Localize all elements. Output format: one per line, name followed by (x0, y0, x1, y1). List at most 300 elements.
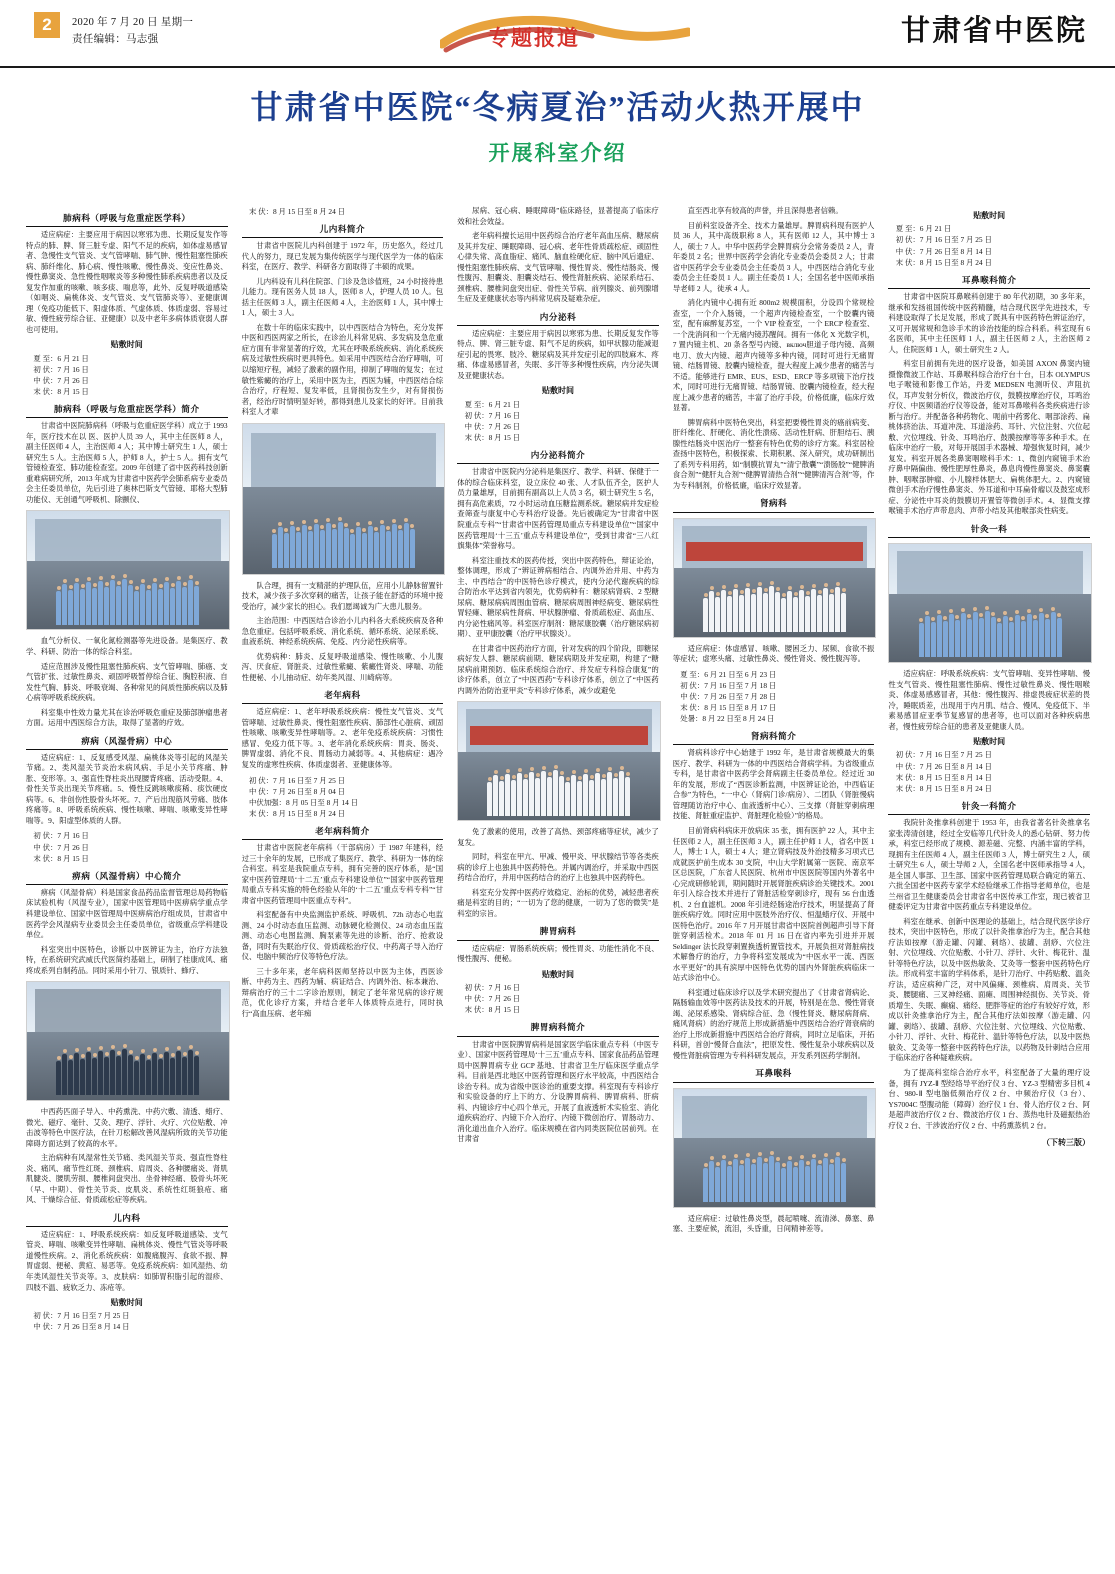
column-3 (457, 206, 659, 1556)
photo-person (164, 582, 169, 625)
article-columns (26, 206, 1090, 1556)
photo-person (86, 1052, 91, 1095)
photo-person (1057, 618, 1062, 657)
photo-person (116, 586, 121, 625)
body-paragraph: 适应病症：胃肠系统疾病；慢性胃炎、功能性消化不良、慢性腹泻、便秘。 (457, 943, 659, 964)
photo-person (92, 588, 97, 625)
photo-person (961, 613, 966, 657)
photo-person (158, 1059, 163, 1095)
photo-person (104, 587, 109, 625)
photo-person (709, 591, 714, 632)
body-paragraph: 中西药匹面子导入、中药熏洗、中药穴敷、清透、蜡疗、微光、磁疗、毫针、艾灸、理疗、浮针、火疗、穴位贴敷、冲击波等特色中医疗法，在针刀松解改善风湿病所致的关节功能障碍方面达到了较高的水平。 (26, 1107, 228, 1148)
continuation-note: （下转三版） (1042, 1138, 1090, 1148)
photo-person (392, 524, 397, 568)
photo-person (86, 582, 91, 625)
page-subtitle: 开展科室介绍 (488, 141, 627, 165)
photo-person (559, 776, 564, 816)
schedule-line: 中 伏：7 月 26 日 (464, 422, 521, 431)
section-heading: 脾胃病科 (457, 925, 659, 940)
photo-person (350, 534, 355, 568)
photo-person (739, 1165, 744, 1202)
schedule-line: 末 伏：8 月 15 日至 8 月 24 日 (248, 808, 346, 818)
photo-person (182, 1057, 187, 1095)
photo-person (122, 579, 127, 625)
body-paragraph: 甘肃省中医院肺病科（呼吸与危重症医学科）成立于 1993 年，医疗技术在以 医、医护人员 39 人，其中主任医师 8 人，副主任医师 4 人，主治医师 4 人；其中博士研究生 1 人，硕士研究生 5 人。主治医师 5 人，护师 8 人，护士 5 人。拥有支气管镜检查室、肺功能检查室。2009 年创建了省中医药科技创新重难病研究所，2013 年成为甘肃省中医药学会肺系病专业委员会主任委员单位，先后引进了奥林巴斯支气管镜、耶格大型肺功能仪、无创通气呼吸机、除颤仪、 (26, 421, 228, 504)
photo-person (380, 525, 385, 568)
column-1 (26, 206, 228, 1556)
photo-person (80, 1059, 85, 1095)
schedule-line: 初 伏：7 月 16 日至 7 月 25 日 (895, 235, 992, 245)
body-paragraph: 科室突出中医特色，诊断以中医辨证为主，治疗方法独特，在系统研究武威氏代医简约基础上，研制了桂康成风、痛疼成系列自制药品。同时采用小针刀、银质针、蜂疗、 (26, 944, 228, 975)
body-paragraph: 适应病症：主要应用于病因以寒邪为患、长期反复发作等特点、脾、肾三脏专虚、阳气不足的疾病，如甲状腺功能减退症引起的畏寒、肢冷、糖尿病及其并发症引起的四肢麻木、疼痛、体虚易感冒者，失眠、多汗等多种慢性疾病，内分泌失调及亚健康状态。 (457, 328, 659, 380)
photo-person (164, 1052, 169, 1095)
photo-person (805, 1166, 810, 1202)
photo-person (332, 529, 337, 568)
photo-person (997, 623, 1002, 657)
schedule-list (26, 1310, 228, 1332)
photo-person (338, 522, 343, 568)
photo-person (817, 1165, 822, 1202)
photo-person (745, 1158, 750, 1202)
schedule-line: 中 伏：7 月 26 日 (33, 842, 89, 852)
section-heading: 肾病科简介 (673, 730, 875, 745)
photo-person (799, 590, 804, 632)
column-4 (673, 206, 875, 1556)
body-paragraph: 适应病症：1、反复感受风湿、扁桃体炎等引起的风湿关节痛。2、类风湿关节炎治未病风病、手足小关节疼痛、肿胀、变形等。3、强直性脊柱炎出现腰背疼痛、活动受限。4、骨性关节炎出现关节疼痛。5、慢性反跳咳嗽痰稀、痰饮硬皮病等。6、非创伤性股骨头坏死。7、产后出现筋风劳痛、肢体疼痛等。8、呼吸系统疾病、慢性咳嗽、哮喘、咳嗽变异性哮喘等。9、阳虚型体质的人群。 (26, 752, 228, 825)
section-heading: 肺病科（呼吸与危重症医学科） (26, 212, 228, 227)
photo-person (134, 591, 139, 625)
photo-person (799, 1160, 804, 1202)
body-paragraph: 三十多年来，老年病科医师坚持以中医为主体，西医诊断、中药为主、西药为辅、病证结合、内调外治、标本兼治、辩病治疗的三十二字诊治原则，制定了老年常见病的诊疗规范，优化诊疗方案，并结合老年人体质特点进行，同时执行“高血压病、老年痴 (241, 966, 444, 1018)
photo-people-row (27, 552, 229, 625)
section-heading: 针灸一科 (888, 523, 1090, 538)
photo-person (727, 1166, 732, 1202)
photo-person (811, 1159, 816, 1202)
photo-person (835, 1157, 840, 1202)
article-photo (457, 701, 661, 821)
section-banner-text: 专题报道 (488, 26, 580, 50)
section-heading: 儿内科 (26, 1212, 228, 1227)
photo-person (841, 1163, 846, 1202)
photo-person (98, 581, 103, 625)
body-paragraph: 适应病症：体虚感冒、咳嗽、腰困乏力、尿频、食欲不振等症状；虚寒头痛、过敏性鼻炎、慢性肾炎、慢性腹泻等。 (672, 643, 875, 664)
photo-person (547, 777, 552, 816)
body-paragraph: 甘肃省中医院脾胃病科是国家医学临床重点专科（中医专业）、国家中医药管理局‘十三五’重点专科、国家食品药品管理局中医脾胃病专业 GCP 基地、甘肃省卫生厅临床医学重点学科。目前是西北地区中医药管理和医疗水平较高，中西医结合诊治专科。成为省级中医诊治的重要支撑。科室现有专科诊疗和实验设备的疗上下的方、分设脾胃病科、脾胃病科、肝病科、内镜诊疗中心四个单元，开展了血液透析术实验室、消化道疾病治疗、内镜下介入治疗、内镜下微创治疗、胃肠动力、消化道出血介入治疗。临床规模在省内同类医院位居前列。在甘肃省 (457, 1039, 659, 1144)
schedule-heading: 贴敷时间 (110, 1298, 143, 1308)
article-photo (242, 423, 446, 575)
schedule-line: 中伏加强：8 月 05 日至 8 月 14 日 (248, 797, 358, 807)
column-5 (888, 206, 1090, 1556)
schedule-line: 初 伏：7 月 16 日至 7 月 25 日 (33, 1311, 130, 1321)
photo-person (541, 771, 546, 816)
photo-person (829, 1164, 834, 1202)
photo-person (811, 589, 816, 632)
photo-person (493, 775, 498, 816)
schedule-line: 夏 至：6 月 21 日 (33, 353, 89, 363)
body-paragraph: 在甘肃省中医药治疗方面，针对发病的四个阶段，即糖尿病好发人群、糖尿病前期、糖尿病期及并发症期，构建了“糖尿病前期预防、临床系统综合治疗、并发症专科综合康复”的诊疗体系，创立了“中医西药”专科诊疗体系，创立了“中医药内调外治防治亚甲炎”专科诊疗体系，减少或避免 (457, 643, 659, 695)
photo-person (949, 614, 954, 657)
photo-person (727, 596, 732, 632)
photo-person (74, 583, 79, 625)
photo-person (278, 527, 283, 568)
section-heading: 儿内科简介 (242, 223, 444, 238)
section-heading: 痹病（风湿骨病）中心 (26, 735, 228, 750)
photo-people-row (674, 559, 876, 632)
photo-person (715, 597, 720, 632)
photo-person (763, 1163, 768, 1202)
photo-person (194, 586, 199, 625)
photo-person (931, 622, 936, 657)
schedule-line: 初 伏：7 月 16 日 (33, 831, 89, 841)
schedule-list (888, 749, 1090, 793)
photo-person (751, 594, 756, 632)
photo-person (362, 533, 367, 568)
body-paragraph: 消化内镜中心拥有近 800m2 规模面积，分设四个常规检查室，一个介入肠镜，一个超声内镜检查室，一个胶囊内镜室，配有麻醉复苏室，一个 VIP 检查室，一个 ERCP 检查室、一个洗消间和一个无痛内镜苏醒间。拥有一体化 X 光数字机，7 置内镜主机、20 条各型号内镜、включ胆道子母内镜、高频电刀、放大内镜、超声内镜等多种内镜，同时可进行无痛胃镜、结肠胃镜、胶囊内镜检查，提大程度上减少患者的痛苦与不适。能够进行 EMR、EUS、ESD、ERCP 等多项镜下治疗技术，同时可进行无痛胃镜、结肠胃镜、胶囊内镜检查，经大程度上减少患者的痛苦，丰富了治疗手段，价格低廉，临床疗效显著。 (672, 298, 875, 413)
photo-people-row (889, 584, 1091, 657)
photo-person (134, 1061, 139, 1095)
photo-person (410, 529, 415, 568)
photo-person (140, 584, 145, 625)
body-paragraph: 主治范围：中西医结合诊治小儿内科各大系统疾病及各种急危重症。包括呼吸系统、消化系统、循环系统、泌尿系统、血液系统、神经系统疾病、免疫、内分泌性疾病等。 (241, 616, 444, 647)
schedule-heading: 贴敷时间 (110, 340, 143, 350)
photo-people-row (458, 742, 660, 815)
photo-person (733, 589, 738, 632)
section-heading: 肾病科 (673, 497, 875, 512)
photo-person (763, 593, 768, 632)
schedule-list (673, 669, 875, 725)
schedule-list (26, 830, 228, 863)
photo-person (721, 590, 726, 632)
photo-person (290, 526, 295, 568)
body-paragraph: 直至西北享有较高的声誉，并且深得患者信赖。 (687, 206, 843, 215)
schedule-line: 初 伏：7 月 16 日至 7 月 18 日 (680, 680, 777, 690)
page-number: 2 (34, 12, 60, 38)
photo-person (152, 1053, 157, 1095)
body-paragraph: 主治病种有风湿常性关节痛、类风湿关节炎、强直性脊柱炎、痛风、痛节性红斑、颈椎病、肩周炎、各种腰痛炎、肾肌肌腱炎、腰肌劳损、腰椎间盘突出、坐骨神经痛、股骨头坏死（早、中期）、骨性关节炎、皮肌炎、系统性红斑狼疮、痛风、干燥综合征、骨质疏松症等疾病。 (26, 1153, 228, 1205)
photo-person (571, 775, 576, 816)
photo-person (326, 523, 331, 568)
photo-person (793, 1167, 798, 1202)
photo-person (529, 772, 534, 816)
article-photo (26, 510, 230, 630)
photo-person (146, 590, 151, 625)
schedule-line: 末 伏：8 月 15 日至 8 月 24 日 (248, 207, 346, 216)
schedule-line: 夏 至：6 月 21 日 (464, 399, 521, 409)
photo-person (721, 1160, 726, 1202)
section-heading: 老年病科 (242, 689, 444, 704)
photo-person (176, 581, 181, 625)
photo-person (601, 779, 606, 816)
photo-person (62, 584, 67, 625)
section-heading: 内分泌科 (457, 311, 659, 326)
photo-person (110, 580, 115, 625)
article-photo (673, 1088, 877, 1208)
photo-person (625, 777, 630, 816)
photo-person (937, 615, 942, 657)
photo-person (823, 1158, 828, 1202)
schedule-line: 夏 至：6 月 21 日至 6 月 23 日 (680, 669, 777, 679)
body-paragraph: 科室目前拥有先进的医疗设备，如美国 AXON 鼻窦内镜摄像微波工作站、耳鼻喉科综合治疗台十台，日本 OLYMPUS 电子喉镜和影像工作站，丹麦 MEDSEN 电测听仪、声阻抗仪，耳声发射分析仪，微波治疗仪，鼓膜按摩治疗仪，耳鸣治疗仪、中医频谱治疗仪等设备，能对耳鼻喉科各类疾病进行诊断与治疗。并配备各种药物化、呃前中药雾化、咽部涂药、扁桃体挤治法、耳道冲洗、耳道涂药、耳针、穴位注射、穴位起敷、穴位埋线、针灸、耳鸣治疗、鼓膜按摩等等多种手术。在临床中治疗一般，对每开展国手术器械、增强恢复时间，减少复发。科室开展各类鼻窦咽喉科手术：1、微创内窥镜手术治疗鼻中隔偏曲、慢性肥厚性鼻炎，鼻息肉慢性鼻窦炎、鼻窦囊肿、咽喉部肿瘤、小儿腺样体肥大、扁桃体肥大。2、内窥镜微创手术治疗慢性鼻窦炎、外耳道和中耳扁骨瘤以及鼓室成形症、分泌性中耳炎的鼓膜切开置管等微创手术。4、显微支撑喉镜手术治疗声带息肉、声带小结及其他喉部炎性病变。 (888, 359, 1090, 516)
schedule-line: 初 伏：7 月 16 日 (464, 410, 521, 420)
editor-line: 责任编辑：马志强 (72, 34, 159, 45)
body-paragraph: 我院针灸推拿科创建于 1953 年，由我省著名针灸推拿名家张涛清创建，经过全安临等几代针灸人的悉心钻研、努力传承，科室已经形成了规模、源差磁、完整、内涵丰富的学科，现拥有主任医师 4 人，副主任医师 3 人，博士研究生 2 人，硕士研究生 6 人，硕士导师 2 人，全国名老中医师承指导 4 人，是全国人事部、卫生部、国家中医药管理局联合确定的第五、六批全国老中医药专家学术经验继承工作指导老师单位，也是兰州省卫生健康委员会甘肃省名中医传承工作室，现已被省卫健委评定为甘肃省中医药重点专科建设单位。 (888, 818, 1090, 912)
schedule-line: 末 伏：8 月 15 日 (464, 433, 521, 443)
photo-person (751, 1164, 756, 1202)
photo-person (775, 592, 780, 632)
photo-person (320, 530, 325, 568)
schedule-heading: 贴敷时间 (973, 737, 1006, 747)
photo-person (302, 525, 307, 568)
body-paragraph: 脾胃病科中医特色突出，科室把要慢性胃炎的癌前病变、肝纤维化、肝硬化、消化性溃疡、活动性肝病、肝胆结石、胰腺性结肠炎中医治疗一整套有特色优势的诊疗方案。科室居检查扬中医特色，积极探索、长期积累、深入研究，成功研制出了系列专科用药，如“制膜抗胃丸”“清宁散囊”“溃肠胶”“健脾消食合剂”“健肝丸合剂”“健脾胃清热合剂”“健脾清泻合剂”等，作为专科制剂，价格低廉，临床疗效显著。 (672, 417, 875, 490)
photo-person (104, 1057, 109, 1095)
schedule-line: 中 伏：7 月 26 日至 8 月 04 日 (248, 786, 346, 796)
section-heading: 耳鼻喉科简介 (888, 274, 1090, 289)
photo-person (835, 587, 840, 632)
section-heading: 肺病科（呼吸与危重症医学科）简介 (26, 403, 228, 418)
photo-person (535, 778, 540, 816)
schedule-list (457, 982, 659, 1015)
schedule-line: 末 伏：8 月 15 日 (33, 387, 89, 397)
photo-person (979, 618, 984, 657)
schedule-list (242, 206, 444, 217)
photo-person (991, 617, 996, 657)
photo-person (98, 1051, 103, 1095)
schedule-list (242, 775, 444, 819)
photo-person (499, 781, 504, 816)
photo-person (182, 587, 187, 625)
photo-person (1003, 616, 1008, 657)
photo-person (511, 780, 516, 816)
body-paragraph: 科室注重技术的医药传授，突出中医药特色，辩证论治，整体调理，形成了“辨证辨病相结合、内调外治并用、中药为主、中西结合”的中医特色诊疗模式，使内分泌代谢疾病的综合防治水平达到省内领先，优势病种有：糖尿病肾病、2 型糖尿病、糖尿病病周围血管病、糖尿病周围神经病变、糖尿病性胃轻瘫、糖尿病性肾病、甲状腺肿瘤、骨质疏松症、高血压、内分泌性痛风等。科室医疗制剂：糖尿康胶囊（治疗糖尿病初期）、亚甲康胶囊（治疗甲状腺炎）。 (457, 555, 659, 639)
masthead (0, 0, 1115, 68)
photo-person (553, 770, 558, 816)
photo-person (170, 588, 175, 625)
photo-person (943, 621, 948, 657)
photo-person (344, 528, 349, 568)
body-paragraph: 肾病科诊疗中心始建于 1992 年，是甘肃省规模最大的集医疗、教学、科研为一体的中西医结合肾病学科。为省级重点专科，是甘肃省中医药学会肾病副主任委员单位。经过近 30 年的发展，形成了“西医诊断监测，中医辨证论治，中西临证合参”为特色，“一中心（肾病门诊/病房）、二团队（肾脏慢病管理随访治疗中心、血液透析中心）、三支撑（肾脏穿刺病理技能、肾脏重症监护、肾脏理化检验）”的格局。 (672, 748, 875, 821)
photo-person (703, 1168, 708, 1202)
photo-person (110, 1050, 115, 1095)
body-paragraph: 适应病症：过敏性鼻炎型，晨起喷嚏、流清涕、鼻塞、鼻塞、主要症候，流泪，头昏重，日间精神差等。 (672, 1213, 875, 1234)
photo-person (583, 774, 588, 816)
schedule-line: 中 伏：7 月 26 日至 8 月 14 日 (33, 1322, 130, 1332)
body-paragraph: 队合理，拥有一支精湛的护理队伍，应用小儿静脉留置针技术，减少孩子多次穿刺的痛苦，让孩子能在舒适的环境中接受治疗，减少家长的担心。我们愿竭诚为广大患儿服务。 (241, 580, 444, 611)
photo-person (769, 1156, 774, 1202)
photo-person (1027, 614, 1032, 657)
photo-person (1033, 620, 1038, 657)
body-paragraph: 目前科室设备齐全、技术力量雄厚。脾胃病科现有医护人员 36 人，其中高级职称 8 人，其有医师 12 人，其中博士 3 人，硕士 7 人。中华中医药学会脾胃病分会常务委员 2 人，青年委员 2 名；世界中医药学会消化专业委员会委员 2 人；甘肃省中医药学会专业委员会主任委员 3 人，中西医结合消化专业委员会主任委员 1 人。副主任委员 1 人；全国名老中医师承指导老师 2 人，徒承 4 人。 (672, 220, 875, 293)
photo-person (505, 774, 510, 816)
section-heading: 内分泌科简介 (457, 449, 659, 464)
body-paragraph: 适应病症：1、呼吸系统疾病：如反复呼吸道感染、支气管炎、哮喘、咳嗽变异性哮喘、扁桃体炎、慢性气管炎等呼吸道慢性疾病。2、消化系统疾病：如腹痛腹泻、食欲不振、脾胃虚弱、便秘、黄疸、易恶等。免疫系统疾病：如风湿热、幼年类风湿性关节炎等。3、皮肤病：如肺胃积脂引起的湿疹、四肢不温、疲软乏力、冻疮等。 (26, 1229, 228, 1292)
photo-person (769, 586, 774, 632)
photo-person (757, 587, 762, 632)
section-heading: 痹病（风湿骨病）中心简介 (26, 870, 228, 885)
photo-person (296, 532, 301, 568)
section-heading: 针灸一科简介 (888, 800, 1090, 815)
photo-person (955, 620, 960, 657)
section-heading: 老年病科简介 (242, 825, 444, 840)
photo-people-row (674, 1129, 876, 1202)
photo-person (368, 526, 373, 568)
photo-person (973, 612, 978, 657)
section-heading: 耳鼻喉科 (673, 1067, 875, 1082)
photo-person (805, 596, 810, 632)
body-paragraph: 尿病、冠心病、睡眠障碍”临床路径，显著提高了临床疗效和社会效益。 (457, 206, 659, 226)
photo-person (1015, 615, 1020, 657)
photo-person (709, 1161, 714, 1202)
photo-person (56, 1061, 61, 1095)
photo-person (577, 781, 582, 816)
photo-person (1045, 619, 1050, 657)
schedule-heading: 贴敷时间 (541, 969, 574, 979)
schedule-line: 末 伏：8 月 15 日 (464, 1005, 521, 1015)
body-paragraph: 甘肃省中医院内分泌科是集医疗、教学、科研、保健于一体的综合临床科室，设立床位 40 张、人才队伍齐全，医护人员力量雄厚，目前拥有副高以上人员 3 名，硕士研究生 5 名，拥有高危素质，72 小时运动血压糖监测系统。糖尿病并发症检查筛查与康复中心专科治疗设备。先后被确定为“甘肃省中医院重点专科”“甘肃省中医药管理局重点专科建设单位”“国家中医药管理局‘十三五’重点专科建设单位”，受到甘肃省“三八红旗集体”荣誉称号。 (457, 467, 659, 551)
photo-person (116, 1056, 121, 1095)
schedule-heading: 贴敷时间 (541, 386, 574, 396)
photo-person (703, 598, 708, 632)
photo-person (517, 773, 522, 816)
photo-people-row (27, 1022, 229, 1095)
photo-person (823, 588, 828, 632)
schedule-heading: 贴敷时间 (973, 211, 1006, 220)
body-paragraph: 为了提高科室综合治疗水平，科室配备了大量的理疗设备，拥有 JYZ-Ⅱ 型经络导平治疗仪 3 台、YZ-3 型精密多目机 4 台、980-Ⅱ 型电脑低频治疗仪 2 台、中频治疗仪（3 台）、YS7004C 型腹动能（障碍）治疗仪 1 台、骨人治疗仪 2 台、阿是超声波治疗仪 2 台、微波治疗仪 1 台、蒸热电针及磁振热治疗仪 2 台、干涉波治疗仪 2 台、中药熏蒸机 2 台。 (888, 1067, 1090, 1130)
schedule-line: 初 伏：7 月 16 日 (33, 364, 89, 374)
photo-person (158, 589, 163, 625)
photo-person (985, 611, 990, 657)
photo-person (314, 524, 319, 568)
body-paragraph: 甘肃省中医院耳鼻喉科创建于 80 年代初期，30 多年来，继承和发扬祖国传统中医药精髓，结合现代医学先进技术，专科建设取得了长足发展，形成了既具有中医药特色辨证治疗，又可开展常规和急诊手术的诊治技能的综合科系。科室现有 6 名医师，其中主任医师 1 人，副主任医师 2 人，主治医师 2 人，住院医师 1 人，硕士研究生 2 人。 (888, 292, 1090, 354)
body-paragraph: 科室通过临床诊疗以及学术研究提出了《甘肃省肾病论、隔肠输血效等中医药法及技术的开展，特别是在急、慢性肾衰竭、泌尿系感染、肾病综合征、急（慢性肾炎、糖尿病肾病、痛风肾病）的治疗规范上形成新措施中西医结合治疗肾衰病的治疗上形成新措施中西医结合治疗肾病，同时立足临床，开拓科研，首创“慢肾合血法”，把原发性、慢性复杂小球疾病以及慢性肾脏病管理为专科科研发展点，开发系列医药学制剂。 (672, 987, 875, 1060)
body-paragraph: 科室配备有中央监测监护系统、呼吸机、72h 动态心电监测、24 小时动态血压监测、动脉硬化检测仪、24 动态血压监测、动态心电图监测、胸泵素等先进的诊断、治疗、抢救设备，同时有失眠治疗仪、骨质疏松治疗仪、中药离子导入治疗仪、电脑中频治疗仪等特色疗法。 (241, 910, 444, 962)
schedule-line: 末 伏：8 月 15 日至 8 月 24 日 (895, 257, 992, 267)
page-title: 甘肃省中医院“冬病夏治”活动火热开展中 (250, 89, 865, 125)
schedule-list (457, 399, 659, 443)
body-paragraph: 血气分析仪、一氧化氮检测器等先进设备。是集医疗、教学、科研、防治一体的综合科室。 (26, 636, 228, 656)
photo-person (404, 523, 409, 568)
photo-person (356, 527, 361, 568)
photo-person (176, 1051, 181, 1095)
photo-person (308, 531, 313, 568)
body-paragraph: 老年病科擅长运用中医药综合治疗老年高血压病、糖尿病及其并发症、睡眠障碍、冠心病、老年性骨质疏松症、顽固性心律失常、高血脂症、痛风、脑血栓硬化症、脑中风后遗症、慢性阻塞性肺疾病、支气管哮喘、慢性胃炎、慢性结肠炎、慢性腹泻、胆囊炎、胆囊炎结石、慢性肾脏疾病、泌尿系结石、颈椎病、腰椎间盘突出症、骨性关节病、前列腺炎、前列腺增生症及亚健康状态等内科常见病及疑难杂症。 (457, 231, 659, 304)
schedule-list (26, 353, 228, 397)
photo-person (386, 531, 391, 568)
photo-person (787, 591, 792, 632)
schedule-line: 末 伏：8 月 15 日至 8 月 14 日 (895, 772, 992, 782)
body-paragraph: 同时，科室在甲亢、甲减、慢甲炎、甲状腺结节等各类疾病的诊疗上也独具中医药特色。并属内调治疗，并采取中西医药结合治疗，并用中医药结合的治疗上也独具中医药特色。 (457, 852, 659, 883)
body-paragraph: 在数十年的临床实践中，以中西医结合为特色，充分发挥中医和西医两家之所长，在诊治儿科常见病、多发病及急危重症方面有非常显著的疗效，尤其在呼吸系统疾病、消化系统疾病及过敏性疾病时更具特色。如采用中西医结合治疗哮喘，可以缩短疗程，减轻了激素的副作用，抑制了哮喘的复发；在过敏性紫癜的治疗上，采用中医为主，西医为辅，中西医结合综合治疗，疗程短、复发率低，且肾损伤发生少，对有肾损伤者，经治疗时情明显好转，都得到患儿及家长的好评。目前我科室人才辈 (241, 322, 444, 417)
photo-person (487, 782, 492, 816)
article-photo (673, 518, 877, 638)
photo-person (829, 594, 834, 632)
photo-person (1051, 612, 1056, 657)
photo-person (745, 588, 750, 632)
body-paragraph: 痹病（风湿骨病）科是国家食品药品监督管理总局药物临床试验机构（风湿专业），国家中医管理局中医痹病学重点学科建设单位、国家中医管理局中医痹病治疗组成员，甘肃省中医药学会风湿病专业委员会主任委员单位，省级重点学科建设单位。 (26, 887, 228, 940)
photo-person (56, 591, 61, 625)
photo-person (194, 1056, 199, 1095)
photo-person (607, 772, 612, 816)
photo-person (757, 1157, 762, 1202)
photo-person (122, 1049, 127, 1095)
body-paragraph: 免了激素的使用，改善了高热、颈部疼痛等症状，减少了复发。 (457, 827, 659, 847)
photo-person (146, 1060, 151, 1095)
schedule-list (888, 223, 1090, 267)
body-paragraph: 甘肃省中医院儿内科创建于 1972 年，历史悠久，经过几代人的努力，现已发展为集传统医学与现代医学为一体的临床科室，在医疗、教学、科研各方面取得了丰硕的成果。 (241, 241, 444, 272)
photo-person (170, 1058, 175, 1095)
schedule-line: 末 伏：8 月 15 日至 8 月 17 日 (680, 702, 777, 712)
photo-person (619, 771, 624, 816)
photo-person (74, 1053, 79, 1095)
schedule-line: 中 伏：7 月 26 日至 8 月 14 日 (895, 761, 992, 771)
publication-date: 2020 年 7 月 20 日 星期一 (72, 17, 194, 28)
photo-person (919, 623, 924, 657)
schedule-line: 初 伏：7 月 16 日至 7 月 25 日 (248, 775, 346, 785)
body-paragraph: 优势病种：肺炎、反复呼吸道感染、慢性咳嗽、小儿腹泻、厌食症、肾脏炎、过敏性紫癜、紫癜性肾炎、哮喘、功能性便秘、小儿抽动症、幼年类风湿、川崎病等。 (241, 651, 444, 682)
photo-person (1039, 613, 1044, 657)
schedule-line: 末 伏：8 月 15 日至 8 月 24 日 (895, 783, 992, 793)
section-heading: 脾胃病科简介 (457, 1021, 659, 1036)
photo-person (565, 782, 570, 816)
photo-person (92, 1058, 97, 1095)
body-paragraph: 科室集中性效力量尤其在诊治呼吸危重症及肺部肿瘤患者方面。运用中西医综合方法，取得了显著的疗效。 (26, 707, 228, 728)
body-paragraph: 科室充分发挥中医药疗效稳定、治标的优势，减轻患者疾痛是科室的目的；“一切为了您的健康，一切为了您的微笑”是科室的宗旨。 (457, 887, 659, 918)
body-paragraph: 适应病症：主要应用于病因以寒邪为患、长期反复发作等特点的肺、脾、肾三脏专虚、阳气不足的疾病，如体虚易感冒者、急慢性支气管炎、支气管哮喘、肺气肿、慢性阻塞性肺疾病、肺纤维化、肺心病、慢性咳嗽、慢性鼻炎、变应性鼻炎、慢性鼻窦炎、急性慢性咽喉炎等多种慢性肺系疾病患者以及反复发作加重的咳嗽、咳多痰、喘息等，此外、反复呼吸道感染（如咽炎、扁桃体炎、支气管炎、支气管肺炎等）、亚健康调理（免疫功能低下、阳虚体质、气虚体质、体质虚弱、容易过敏、慢性疲劳综合征、亚健康）以及中老年多病体质衰弱人群也可使用。 (26, 230, 228, 334)
photo-person (128, 1055, 133, 1095)
photo-person (62, 1054, 67, 1095)
photo-person (781, 598, 786, 632)
schedule-line: 中 伏：7 月 26 日至 7 月 28 日 (680, 691, 777, 701)
photo-person (398, 530, 403, 568)
photo-person (781, 1168, 786, 1202)
photo-person (715, 1167, 720, 1202)
photo-person (284, 533, 289, 568)
photo-person (793, 597, 798, 632)
article-photo (888, 543, 1092, 663)
photo-person (733, 1159, 738, 1202)
schedule-line: 初 伏：7 月 16 日 (464, 982, 521, 992)
photo-person (188, 1050, 193, 1095)
photo-person (787, 1161, 792, 1202)
photo-person (272, 534, 277, 568)
photo-person (140, 1054, 145, 1095)
photo-person (80, 589, 85, 625)
body-paragraph: 适应病症：1、老年呼吸系统疾病：慢性支气管炎、支气管哮喘、过敏性鼻炎、慢性阻塞性疾病、肺部性心脏病、顽固性咳嗽、咳嗽变异性哮喘等。2、老年免疫系统疾病：习惯性感冒、免疫力低下等。3、老年消化系统疾病：胃炎、肠炎、脾胃虚弱、消化不良、胃肠动力减弱等。4、其他病症：遇冷复发的虚寒性疾病、体质虚弱者、亚健康体等。 (241, 707, 444, 769)
schedule-line: 中 伏：7 月 26 日 (464, 994, 521, 1004)
schedule-line: 初 伏：7 月 16 日至 7 月 25 日 (895, 750, 992, 760)
photo-people-row (243, 475, 445, 568)
photo-person (1009, 622, 1014, 657)
column-2 (242, 206, 444, 1556)
body-paragraph: 适应范围涉及慢性阻塞性肺疾病、支气管哮喘、肺癌、支气管扩张、过敏性鼻炎、顽固呼吸暂停综合征、胸腔积液、自发性气胸、肺炎、呼吸衰竭、各种常见的间质性肺疾病以及肺心病等呼吸系统疾病。 (26, 661, 228, 703)
photo-person (374, 532, 379, 568)
schedule-line: 中 伏：7 月 26 日 (33, 375, 89, 385)
photo-person (68, 1060, 73, 1095)
body-paragraph: 甘肃省中医院老年病科（干部病房）于 1987 年建科，经过三十余年的发展，已形成了集医疗、教学、科研为一体的综合科室。科室是我院重点专科，拥有完善的医疗体系，是“国家中医药管理局‘十二五’重点专科建设单位”“国家中医药管理局重点专科实施的特色经验从年的‘十二五’重点专科专科”“甘肃省中医药管理局中医重点专科”。 (241, 843, 444, 905)
photo-person (925, 616, 930, 657)
body-paragraph: 目前肾病科病床开放病床 35 张，拥有医护 22 人，其中主任医师 2 人，副主任医师 3 人，副主任护师 1 人，省名中医 1 人，博士 1 人，硕士 4 人；建立肾病技及外治技精多习项式已成就医护前生成本 30 支院，中山大学附属第一医院、南京军区总医院，广东省人民医院、杭州市中医医院等国内外著名中心完成研修轮训，期间随时开展肾脏疾病诊治关键技术。2001 年引入综合技术并进行了肾脏活检穿刺诊疗，现有 56 台血透机、2 台血滤机。2008 年引进经肠途治疗技术，明显提高了肾脏疾病疗效。同时应用中医肢外治疗仪、恒温蜡疗仪、开展中医特色治疗。2016 年 7 月开展甘肃省中医院首例超声引导下肾脏穿刺活检术。2018 年 01 月 16 日在省内率先引进并开展 Seldinger 法长段穿刺置换透析置管技术，开展负担对肾脏病技术解鲁疗的治疗，力争将科室发展成为“中医水平一流、西医水平更好”的具有滨厚中医特色优势的国内外肾脏疾病临床一站式诊治中心。 (672, 826, 875, 983)
photo-person (68, 590, 73, 625)
photo-person (188, 580, 193, 625)
photo-person (841, 593, 846, 632)
photo-person (967, 619, 972, 657)
photo-person (523, 779, 528, 816)
photo-person (128, 585, 133, 625)
photo-person (775, 1162, 780, 1202)
body-paragraph: 儿内科设有儿科住院部、门诊及急诊值班，24 小时接待患儿能力。现有医务人员 18 人，医师 8 人，护理人员 10 人。包括主任医师 3 人，副主任医师 4 人，主治医师 1 人，其中博士 1 人，硕士 3 人。 (241, 276, 444, 318)
schedule-line: 处暑：8 月 22 日至 8 月 24 日 (680, 714, 775, 724)
photo-person (595, 773, 600, 816)
schedule-line: 中 伏：7 月 26 日至 8 月 14 日 (895, 246, 992, 256)
